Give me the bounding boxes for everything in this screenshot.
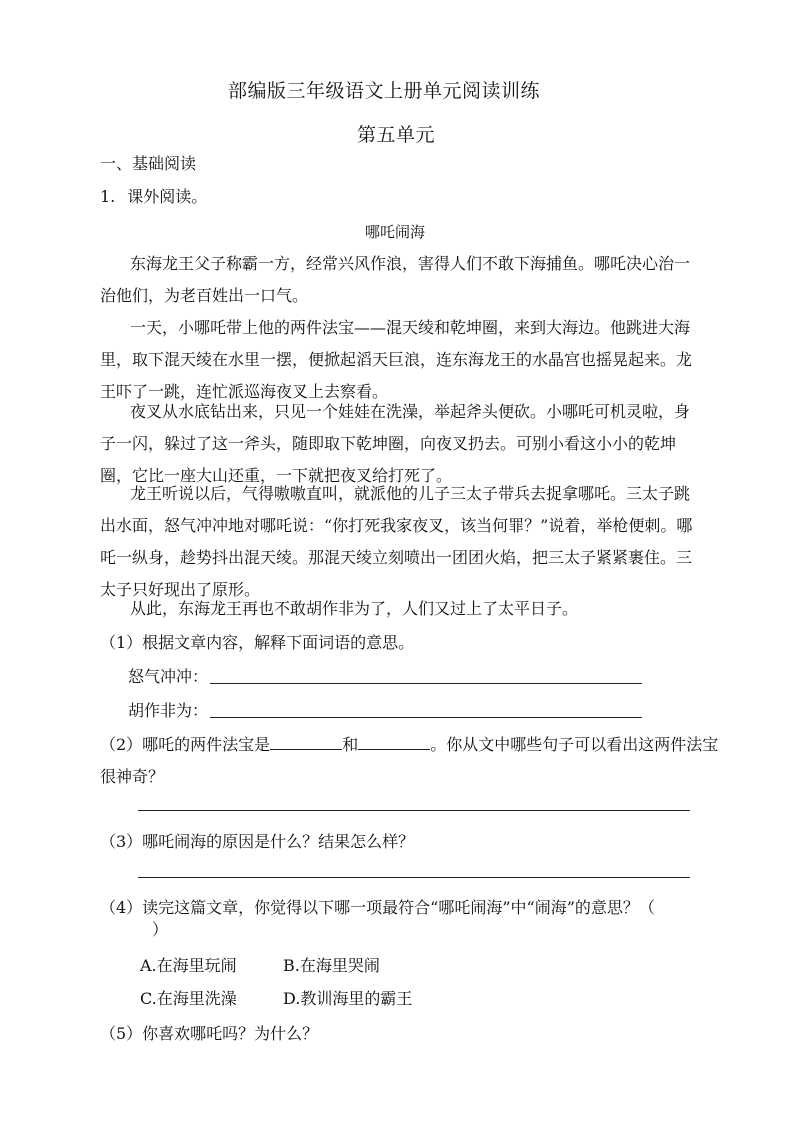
story-paragraph-3: 夜叉从水底钻出来，只见一个娃娃在洗澡，举起斧头便砍。小哪吒可机灵啦，身子一闪，躲过了这一斧头，随即取下乾坤圈，向夜叉扔去。可别小看这小小的乾坤圈，它比一座大山还重，一下就把夜叉给打死了。: [100, 402, 691, 485]
answer-line-4[interactable]: [138, 877, 690, 878]
fill-blank-1[interactable]: [270, 733, 342, 750]
sub-question-4-cont: ）: [152, 920, 169, 939]
section-heading: 一、基础阅读: [100, 154, 197, 173]
sub-question-2-cont: 很神奇？: [100, 767, 165, 786]
story-paragraph-1: 东海龙王父子称霸一方，经常兴风作浪，害得人们不敢下海捕鱼。哪吒决心治一治他们，为老百姓出一口气。: [100, 254, 691, 305]
sub-question-1: （1）根据文章内容，解释下面词语的意思。: [100, 633, 415, 652]
question-label: 课外阅读。: [127, 187, 208, 206]
sub-question-4: （4）读完这篇文章，你觉得以下哪一项最符合“哪吒闹海”中“闹海”的意思？（: [100, 898, 655, 917]
word-label-2: 胡作非为：: [128, 701, 209, 720]
sub-question-2: （2）哪吒的两件法宝是 和 。你从文中哪些句子可以看出这两件法宝: [100, 735, 719, 754]
sub-question-3: （3）哪吒闹海的原因是什么？结果怎么样？: [100, 832, 415, 851]
option-a[interactable]: A.在海里玩闹: [140, 956, 237, 975]
question-number: 1.: [100, 187, 116, 206]
option-d[interactable]: D.教训海里的霸王: [283, 989, 413, 1008]
story-paragraph-2: 一天，小哪吒带上他的两件法宝——混天绫和乾坤圈，来到大海边。他跳进大海里，取下混天绫在水里一摆，便掀起滔天巨浪，连东海龙王的水晶宫也摇晃起来。龙王吓了一跳，连忙派巡海夜叉上去察看。: [100, 318, 693, 401]
word-label-1: 怒气冲冲：: [128, 667, 209, 686]
answer-line-3[interactable]: [138, 810, 690, 811]
sub-question-5: （5）你喜欢哪吒吗？为什么？: [100, 1024, 319, 1043]
story-paragraph-5: 从此，东海龙王再也不敢胡作非为了，人们又过上了太平日子。: [130, 599, 579, 618]
story-title: 哪吒闹海: [365, 223, 426, 241]
fill-blank-2[interactable]: [358, 733, 430, 750]
answer-line-1[interactable]: [210, 683, 642, 684]
option-c[interactable]: C.在海里洗澡: [140, 989, 237, 1008]
unit-title: 第五单元: [357, 124, 436, 146]
question-1-heading: [100, 181, 207, 213]
page-title: 部编版三年级语文上册单元阅读训练: [228, 80, 541, 102]
story-paragraph-4: 龙王听说以后，气得嗷嗷直叫，就派他的儿子三太子带兵去捉拿哪吒。三太子跳出水面，怒气冲冲地对哪吒说：“你打死我家夜叉，该当何罪？”说着，举枪便刺。哪吒一纵身，趁势抖出混天绫。那混天绫立刻喷出一团团火焰，把三太子紧紧裹住。三太子只好现出了原形。: [100, 484, 693, 599]
answer-line-2[interactable]: [210, 717, 642, 718]
option-b[interactable]: B.在海里哭闹: [283, 956, 380, 975]
